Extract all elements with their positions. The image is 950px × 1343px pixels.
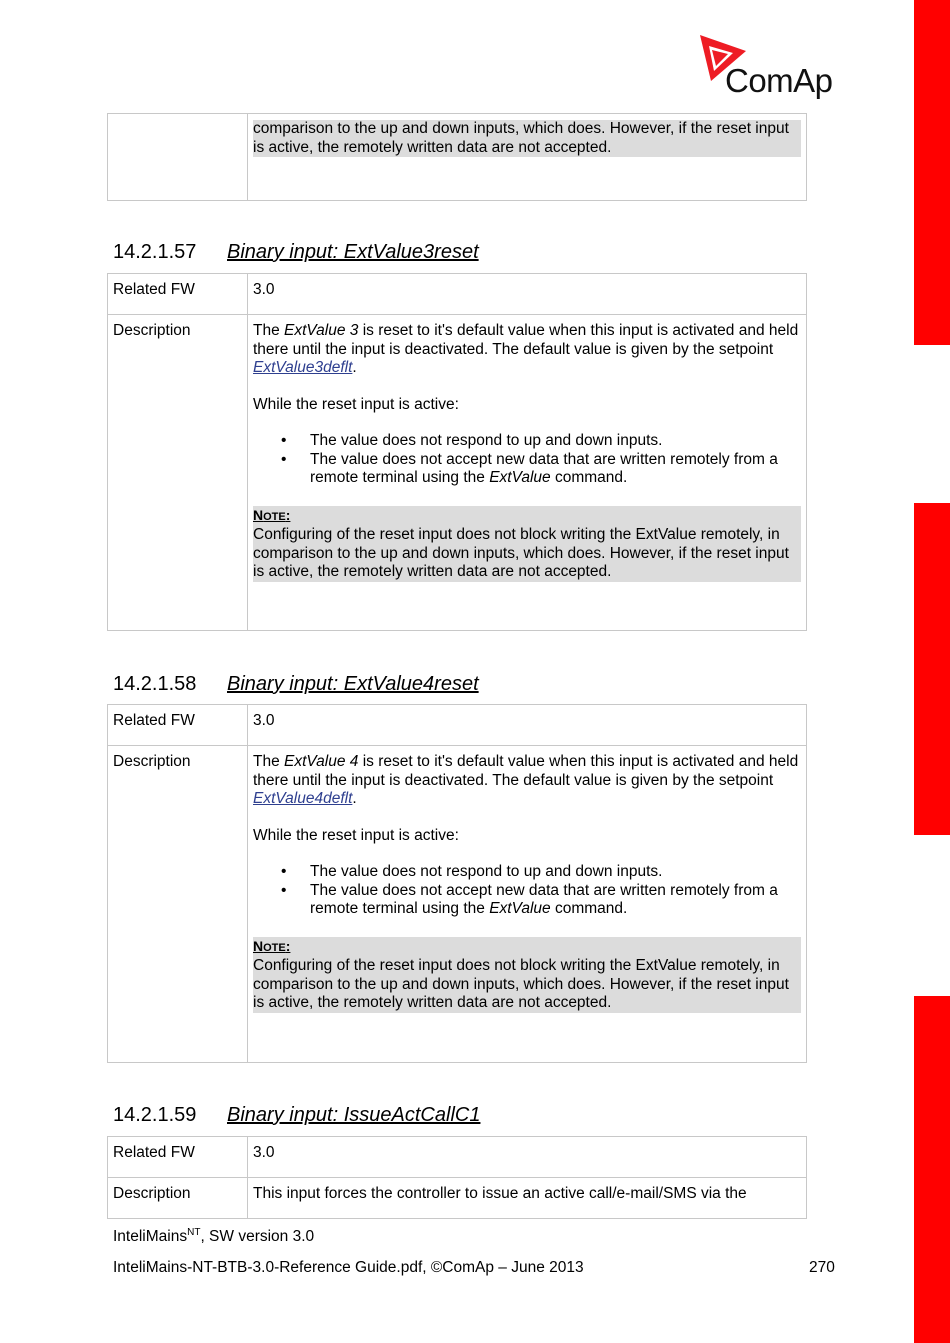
description-text: This input forces the controller to issue an active call/e-mail/SMS via the (248, 1178, 807, 1219)
note-box (253, 506, 801, 582)
section-heading-59 (113, 1103, 480, 1127)
continued-table (107, 113, 807, 201)
note-label: NOTE: (253, 506, 291, 523)
section-number: 14.2.1.59 (113, 1104, 197, 1126)
related-fw-label: Related FW (108, 274, 248, 315)
section-title: Binary input: ExtValue3reset (227, 241, 479, 263)
section-heading-58 (113, 672, 479, 696)
note-text: Configuring of the reset input does not block writing the ExtValue remotely, in comparison to the up and down inputs, which does. However, if the reset input is active, the remotely written data are not accepted. (253, 957, 789, 1011)
comap-logo (698, 33, 838, 103)
bullet-list (253, 432, 801, 488)
list-item: • The value does not respond to up and down inputs. (281, 432, 663, 449)
list-item: • The value does not accept new data that are written remotely from a remote terminal using the ExtValue command. (281, 450, 778, 486)
description-label: Description (108, 1178, 248, 1219)
note-box (253, 937, 801, 1013)
footer-product: InteliMains$^{NT}$, SW version 3.0 (113, 1227, 315, 1245)
continued-key-cell (108, 114, 248, 201)
section-title: Binary input: IssueActCallC1 (227, 1104, 481, 1126)
bullet-list (253, 863, 801, 919)
bullet-icon: • (281, 863, 287, 880)
section-number: 14.2.1.58 (113, 673, 197, 695)
section-heading-57 (113, 240, 479, 264)
section-number: 14.2.1.57 (113, 241, 197, 263)
related-fw-value: 3.0 (248, 705, 807, 746)
bullet-icon: • (281, 432, 287, 449)
continued-note: comparison to the up and down inputs, which does. However, if the reset input is active, the remotely written data are not accepted. (253, 120, 801, 157)
while-text: While the reset input is active: (253, 826, 459, 844)
related-fw-value: 3.0 (248, 274, 807, 315)
bullet-icon: • (281, 450, 287, 468)
related-fw-label: Related FW (108, 705, 248, 746)
side-tab-red-2 (914, 503, 950, 835)
side-tab-red-1 (914, 0, 950, 345)
description-cell (248, 746, 807, 1063)
section-table-59 (107, 1136, 807, 1219)
setpoint-link[interactable]: ExtValue3deflt (253, 359, 353, 376)
list-item: • The value does not accept new data that are written remotely from a remote terminal using the ExtValue command. (281, 881, 778, 917)
section-table-58 (107, 704, 807, 1063)
description-text: The ExtValue 4 is reset to it's default value when this input is activated and held there until the input is deactivated. The default value is given by the setpoint ExtValue4deflt. (253, 753, 799, 807)
page-number: 270 (809, 1259, 835, 1276)
footer-document: InteliMains-NT-BTB-3.0-Reference Guide.pdf, ©ComAp – June 2013 (113, 1259, 584, 1276)
section-title: Binary input: ExtValue4reset (227, 673, 479, 695)
related-fw-label: Related FW (108, 1137, 248, 1178)
continued-value-cell (248, 114, 807, 201)
description-cell (248, 315, 807, 631)
related-fw-value: 3.0 (248, 1137, 807, 1178)
side-tab-red-3 (914, 996, 950, 1343)
list-item: • The value does not respond to up and down inputs. (281, 863, 663, 880)
while-text: While the reset input is active: (253, 395, 459, 413)
bullet-icon: • (281, 881, 287, 899)
description-label: Description (108, 315, 248, 631)
description-label: Description (108, 746, 248, 1063)
section-table-57 (107, 273, 807, 631)
description-text: The ExtValue 3 is reset to it's default value when this input is activated and held there until the input is deactivated. The default value is given by the setpoint ExtValue3deflt. (253, 322, 799, 376)
logo-text: ComAp (725, 62, 833, 99)
note-text: Configuring of the reset input does not block writing the ExtValue remotely, in comparison to the up and down inputs, which does. However, if the reset input is active, the remotely written data are not accepted. (253, 526, 789, 580)
note-label: NOTE: (253, 937, 291, 954)
setpoint-link[interactable]: ExtValue4deflt (253, 790, 353, 807)
